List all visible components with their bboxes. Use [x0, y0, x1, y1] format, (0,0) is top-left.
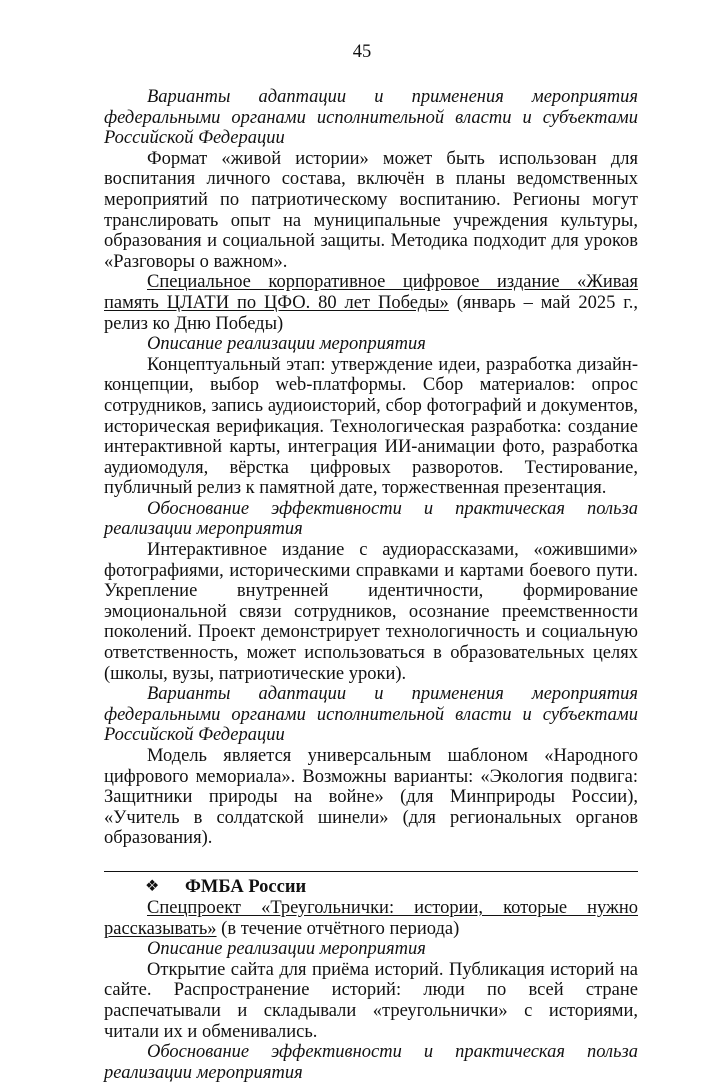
- adaptation-text: Формат «живой истории» может быть использован для воспитания личного состава, включён в планы ведомственных мероприятий по патриотическому воспитанию. Регионы могут транслировать опыт на муниципальные учреждения культуры, образования и социальной защиты. Методика подходит для уроков «Разговоры о важном».: [104, 148, 638, 272]
- description-heading: Описание реализации мероприятия: [147, 939, 426, 960]
- section-divider: [104, 871, 638, 872]
- document-body: [104, 87, 638, 1083]
- description-heading: Описание реализации мероприятия: [147, 334, 426, 355]
- project-title-underlined: Спецпроект «Треугольнички: истории, которые нужно рассказывать»: [104, 897, 638, 939]
- project-title: [104, 272, 638, 334]
- agency-heading: [104, 876, 638, 898]
- page-number: 45: [352, 42, 372, 62]
- description-text: Открытие сайта для приёма историй. Публикация историй на сайте. Распространение историй: люди по всей стране распечатывали и складывали «треугольнички» с историями, читали их и обменивались.: [104, 959, 638, 1042]
- project-title: [104, 898, 638, 939]
- project-title-suffix: (в течение отчётного периода): [216, 918, 460, 939]
- effectiveness-heading: Обоснование эффективности и практическая польза реализации мероприятия: [104, 1042, 638, 1083]
- adaptation-text: Модель является универсальным шаблоном «Народного цифрового мемориала». Возможны варианты: «Экология подвига: Защитники природы на войне» (для Минприроды России), «Учитель в солдатской шинели» (для региональных органов образования).: [104, 746, 638, 849]
- project-title-underlined: Специальное корпоративное цифровое издание «Живая память ЦЛАТИ по ЦФО. 80 лет Победы»: [104, 272, 638, 313]
- project-title-suffix: (январь – май 2025 г., релиз ко Дню Победы): [104, 292, 639, 334]
- adaptation-heading: Варианты адаптации и применения мероприятия федеральными органами исполнительной власти и субъектами Российской Федерации: [104, 87, 638, 149]
- description-text: Концептуальный этап: утверждение идеи, разработка дизайн-концепции, выбор web-платформы. Сбор материалов: опрос сотрудников, запись аудиоисторий, сбор фотографий и документов, историческая верификация. Технологическая разработка: создание интерактивной карты, интеграция ИИ-анимации фото, разработка аудиомодуля, вёрстка цифровых разворотов. Тестирование, публичный релиз к памятной дате, торжественная презентация.: [104, 354, 638, 499]
- effectiveness-heading: Обоснование эффективности и практическая польза реализации мероприятия: [104, 498, 638, 540]
- adaptation-heading: Варианты адаптации и применения мероприятия федеральными органами исполнительной власти и субъектами Российской Федерации: [104, 684, 638, 746]
- agency-name: ФМБА России: [185, 876, 307, 897]
- effectiveness-text: Интерактивное издание с аудиорассказами, «ожившими» фотографиями, историческими справками и картами боевого пути. Укрепление внутренней идентичности, формирование эмоциональной связи сотрудников, осознание преемственности поколений. Проект демонстрирует технологичность и социальную ответственность, может использоваться в образовательных целях (школы, вузы, патриотические уроки).: [104, 540, 638, 684]
- diamond-bullet-icon: ❖: [145, 877, 160, 895]
